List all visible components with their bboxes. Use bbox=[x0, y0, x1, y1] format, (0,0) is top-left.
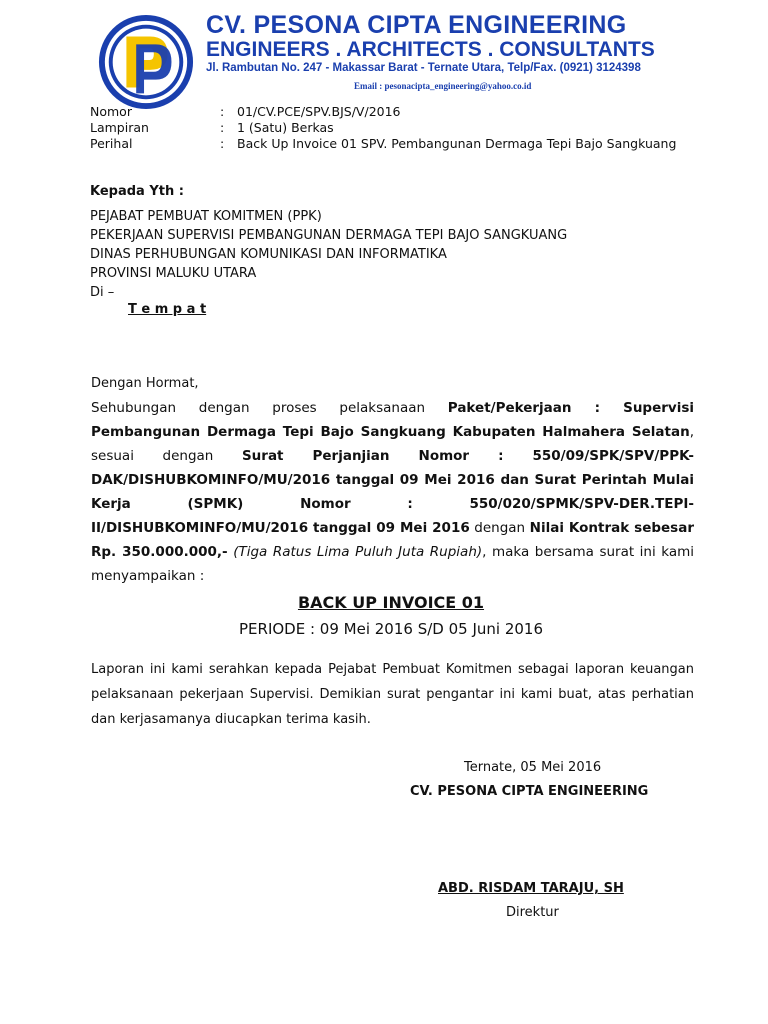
lampiran-value: 1 (Satu) Berkas bbox=[237, 120, 334, 135]
p1-part-e: dengan bbox=[469, 520, 530, 536]
recipient-greeting: Kepada Yth : bbox=[90, 184, 184, 199]
p1-package: Paket/Pekerjaan : Supervisi Pembangunan Dermaga Tepi Bajo Sangkuang Kabupaten Halmahera Selatan bbox=[91, 400, 695, 440]
body-paragraph-2: Laporan ini kami serahkan kepada Pejabat Pembuat Komitmen sebagai laporan keuangan pelaksanaan pekerjaan Supervisi. Demikian surat pengantar ini kami buat, atas perhatian dan kerjasamanya diucapkan terima kasih. bbox=[91, 662, 694, 727]
p1-amount-words: (Tiga Ratus Lima Puluh Juta Rupiah) bbox=[233, 544, 483, 560]
company-email: Email : pesonacipta_engineering@yahoo.co.id bbox=[354, 81, 532, 91]
body-paragraph-1 bbox=[91, 396, 694, 588]
p1-part-i: , maka bersama surat ini kami menyampaikan : bbox=[91, 544, 695, 584]
document-period: PERIODE : 09 Mei 2016 S/D 05 Juni 2016 bbox=[239, 620, 543, 638]
p1-contract-refs: Surat Perjanjian Nomor : 550/09/SPK/SPV/PPK-DAK/DISHUBKOMINFO/MU/2016 tanggal 09 Mei 2016 dan Surat Perintah Mulai Kerja (SPMK) Nomor : 550/020/SPMK/SPV-DER.TEPI-II/DISHUBKOMINFO/MU/2016 tanggal 09 Mei 2016 bbox=[91, 448, 694, 536]
perihal-label: Perihal bbox=[90, 136, 133, 151]
lampiran-colon: : bbox=[220, 120, 225, 135]
p1-contract-value: Nilai Kontrak sebesar Rp. 350.000.000,- bbox=[91, 520, 694, 560]
nomor-label: Nomor bbox=[90, 104, 132, 119]
company-tagline: ENGINEERS . ARCHITECTS . CONSULTANTS bbox=[206, 38, 655, 61]
recipient-line3: DINAS PERHUBUNGAN KOMUNIKASI DAN INFORMATIKA bbox=[90, 247, 447, 262]
recipient-line4: PROVINSI MALUKU UTARA bbox=[90, 266, 257, 281]
lampiran-label: Lampiran bbox=[90, 120, 149, 135]
signatory-title: Direktur bbox=[506, 905, 559, 920]
perihal-colon: : bbox=[220, 136, 225, 151]
salutation: Dengan Hormat, bbox=[91, 376, 199, 391]
company-name: CV. PESONA CIPTA ENGINEERING bbox=[206, 11, 627, 39]
nomor-value: 01/CV.PCE/SPV.BJS/V/2016 bbox=[237, 104, 401, 119]
perihal-value: Back Up Invoice 01 SPV. Pembangunan Dermaga Tepi Bajo Sangkuang bbox=[237, 136, 677, 151]
company-logo-icon bbox=[97, 13, 195, 111]
recipient-line1: PEJABAT PEMBUAT KOMITMEN (PPK) bbox=[90, 209, 322, 224]
p1-part-c: , sesuai dengan bbox=[91, 424, 694, 464]
signatory-name: ABD. RISDAM TARAJU, SH bbox=[438, 881, 624, 896]
recipient-line2: PEKERJAAN SUPERVISI PEMBANGUNAN DERMAGA TEPI BAJO SANGKUANG bbox=[90, 228, 568, 243]
place-date: Ternate, 05 Mei 2016 bbox=[464, 760, 602, 775]
signature-company: CV. PESONA CIPTA ENGINEERING bbox=[410, 784, 649, 799]
recipient-tempat: T e m p a t bbox=[128, 302, 207, 317]
company-address: Jl. Rambutan No. 247 - Makassar Barat - Ternate Utara, Telp/Fax. (0921) 3124398 bbox=[206, 62, 641, 74]
document-heading: BACK UP INVOICE 01 bbox=[297, 593, 485, 612]
p1-part-a: Sehubungan dengan proses pelaksanaan bbox=[91, 400, 448, 416]
nomor-colon: : bbox=[220, 104, 225, 119]
recipient-di: Di – bbox=[90, 285, 115, 300]
